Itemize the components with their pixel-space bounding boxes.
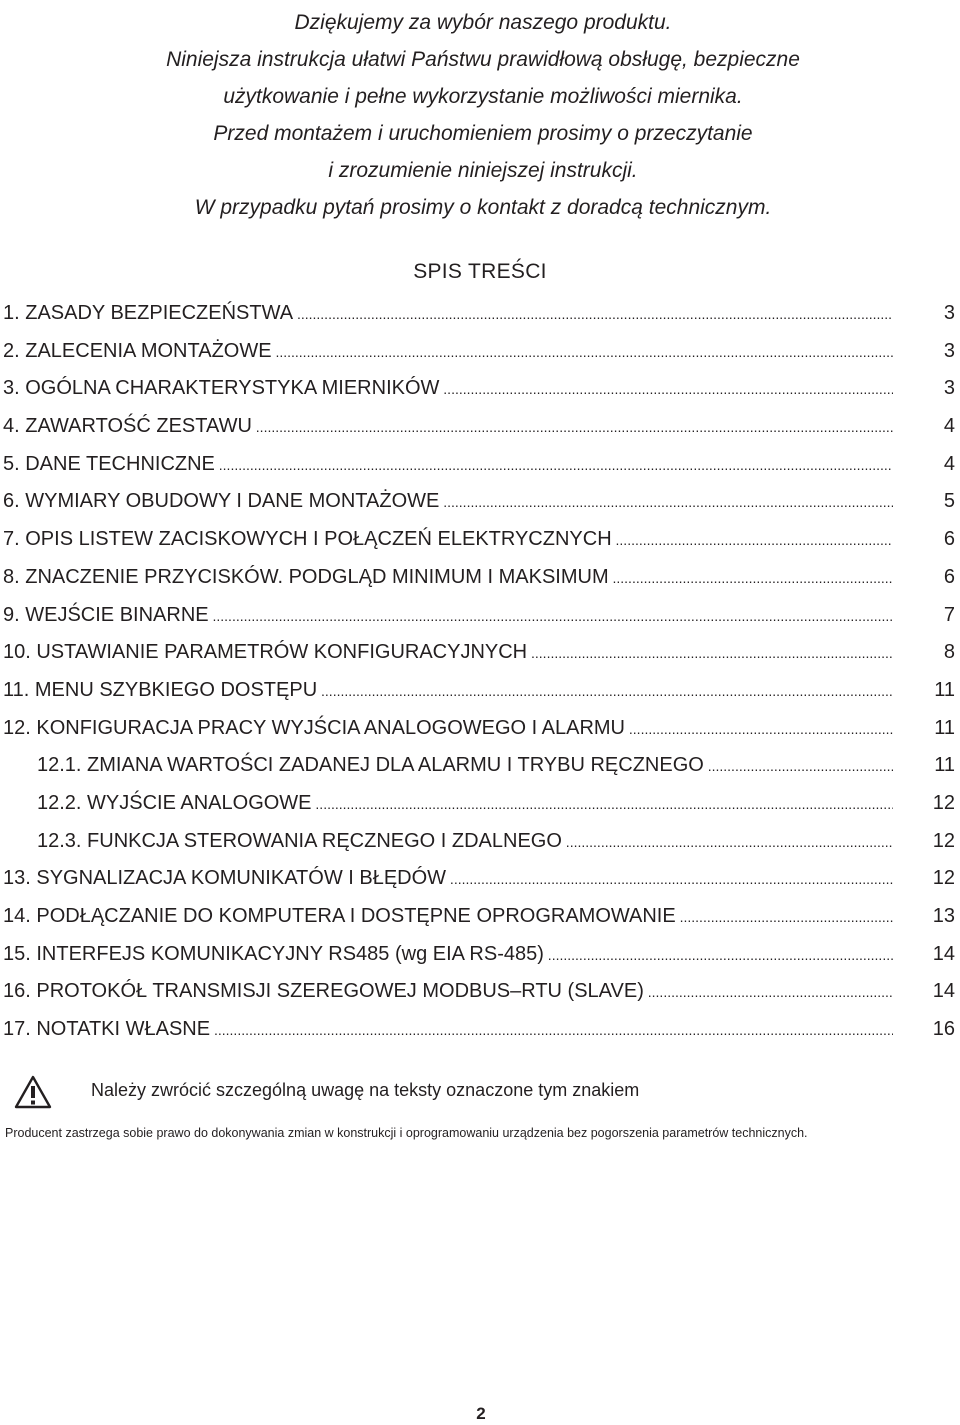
toc-entry-label: 7. OPIS LISTEW ZACISKOWYCH I POŁĄCZEŃ ELEKTRYCZNYCH ..... [3, 521, 893, 560]
toc-entry[interactable] [0, 672, 960, 710]
toc-entry-label: 3. OGÓLNA CHARAKTERYSTYKA MIERNIKÓW ..... [3, 370, 893, 409]
toc-entry-label: 13. SYGNALIZACJA KOMUNIKATÓW I BŁĘDÓW ..... [3, 860, 893, 899]
toc-entry[interactable] [0, 973, 960, 1011]
toc-entry-label: 12.2. WYJŚCIE ANALOGOWE ..... [37, 785, 893, 824]
toc-entry-page: 12 [932, 867, 955, 890]
toc-entry-label: 16. PROTOKÓŁ TRANSMISJI SZEREGOWEJ MODBUS–RTU (SLAVE) ..... [3, 973, 893, 1012]
toc-entry-page: 3 [943, 302, 955, 324]
toc-entry-label: 14. PODŁĄCZANIE DO KOMPUTERA I DOSTĘPNE OPROGRAMOWANIE ..... [3, 898, 893, 937]
toc-entry-page: 5 [943, 490, 955, 513]
toc-entry-label: 5. DANE TECHNICZNE ..... [3, 446, 893, 485]
toc-entry[interactable] [0, 370, 960, 408]
toc-entry-page: 16 [932, 1018, 955, 1041]
intro-paragraph [0, 0, 960, 226]
toc-entry-page: 6 [943, 528, 955, 551]
toc-entry-label: 2. ZALECENIA MONTAŻOWE ..... [3, 333, 893, 372]
toc-entry[interactable] [0, 483, 960, 521]
toc-entry-label: 8. ZNACZENIE PRZYCISKÓW. PODGLĄD MINIMUM I MAKSIMUM ..... [3, 559, 893, 598]
toc-entry-page: 14 [932, 980, 955, 1003]
warning-triangle-icon [14, 1075, 52, 1109]
toc-entry-label: 12.3. FUNKCJA STEROWANIA RĘCZNEGO I ZDALNEGO ..... [37, 823, 893, 862]
intro-line: Dziękujemy za wybór naszego produktu. [294, 11, 672, 34]
toc-entry-label: 4. ZAWARTOŚĆ ZESTAWU ..... [3, 408, 893, 447]
toc-entry[interactable] [0, 936, 960, 974]
toc-entry[interactable] [0, 710, 960, 748]
toc-entry-page: 6 [943, 565, 955, 588]
table-of-contents [0, 295, 960, 1049]
toc-entry-label: 17. NOTATKI WŁASNE ..... [3, 1011, 893, 1050]
toc-entry-label: 12. KONFIGURACJA PRACY WYJŚCIA ANALOGOWEGO I ALARMU ..... [3, 710, 893, 749]
toc-entry-page: 8 [943, 641, 955, 664]
toc-entry-label: 6. WYMIARY OBUDOWY I DANE MONTAŻOWE ..... [3, 483, 893, 522]
toc-entry[interactable] [0, 408, 960, 446]
toc-entry[interactable] [0, 446, 960, 484]
toc-entry[interactable] [0, 898, 960, 936]
toc-subentry[interactable] [0, 823, 960, 861]
toc-entry-label: 9. WEJŚCIE BINARNE ..... [3, 597, 893, 636]
toc-subentry[interactable] [0, 747, 960, 785]
toc-entry[interactable] [0, 521, 960, 559]
toc-entry-page: 12 [932, 829, 955, 852]
warning-text: Należy zwrócić szczególną uwagę na teksty oznaczone tym znakiem [91, 1080, 640, 1100]
intro-line: użytkowanie i pełne wykorzystanie możliwości miernika. [223, 85, 743, 108]
toc-entry-page: 4 [943, 452, 955, 475]
toc-entry-page: 12 [932, 791, 955, 814]
toc-entry-label: 11. MENU SZYBKIEGO DOSTĘPU ..... [3, 672, 893, 711]
toc-entry[interactable] [0, 1011, 960, 1049]
toc-subentry[interactable] [0, 785, 960, 823]
toc-entry-label: 12.1. ZMIANA WARTOŚCI ZADANEJ DLA ALARMU I TRYBU RĘCZNEGO ..... [37, 747, 893, 786]
toc-entry-page: 11 [934, 716, 955, 739]
toc-entry[interactable] [0, 597, 960, 635]
intro-line: i zrozumienie niniejszej instrukcji. [328, 159, 638, 182]
toc-entry-page: 14 [932, 942, 955, 965]
toc-entry-label: 15. INTERFEJS KOMUNIKACYJNY RS485 (wg EIA RS-485) ..... [3, 936, 893, 975]
toc-entry[interactable] [0, 295, 960, 333]
warning-note [14, 1075, 914, 1109]
toc-entry-page: 11 [934, 678, 955, 701]
page-number: 2 [476, 1404, 486, 1423]
toc-entry-page: 4 [943, 415, 955, 438]
toc-entry-label: 10. USTAWIANIE PARAMETRÓW KONFIGURACYJNYCH ..... [3, 634, 893, 673]
toc-entry-page: 3 [943, 377, 955, 400]
intro-line: Przed montażem i uruchomieniem prosimy o przeczytanie [213, 122, 753, 145]
toc-entry[interactable] [0, 559, 960, 597]
toc-entry-page: 13 [932, 905, 955, 927]
disclaimer-text: Producent zastrzega sobie prawo do dokonywania zmian w konstrukcji i oprogramowaniu urządzenia bez pogorszenia parametrów technicznych. [5, 1126, 808, 1140]
toc-entry-label: 1. ZASADY BEZPIECZEŃSTWA ..... [3, 295, 893, 334]
toc-entry[interactable] [0, 860, 960, 898]
intro-line: Niniejsza instrukcja ułatwi Państwu prawidłową obsługę, bezpieczne [166, 48, 800, 71]
toc-entry[interactable] [0, 333, 960, 371]
toc-entry-page: 11 [934, 754, 955, 777]
toc-entry-page: 3 [943, 339, 955, 362]
toc-entry[interactable] [0, 634, 960, 672]
intro-line: W przypadku pytań prosimy o kontakt z doradcą technicznym. [194, 196, 772, 219]
toc-entry-page: 7 [943, 603, 955, 626]
toc-title: SPIS TREŚCI [413, 260, 547, 283]
